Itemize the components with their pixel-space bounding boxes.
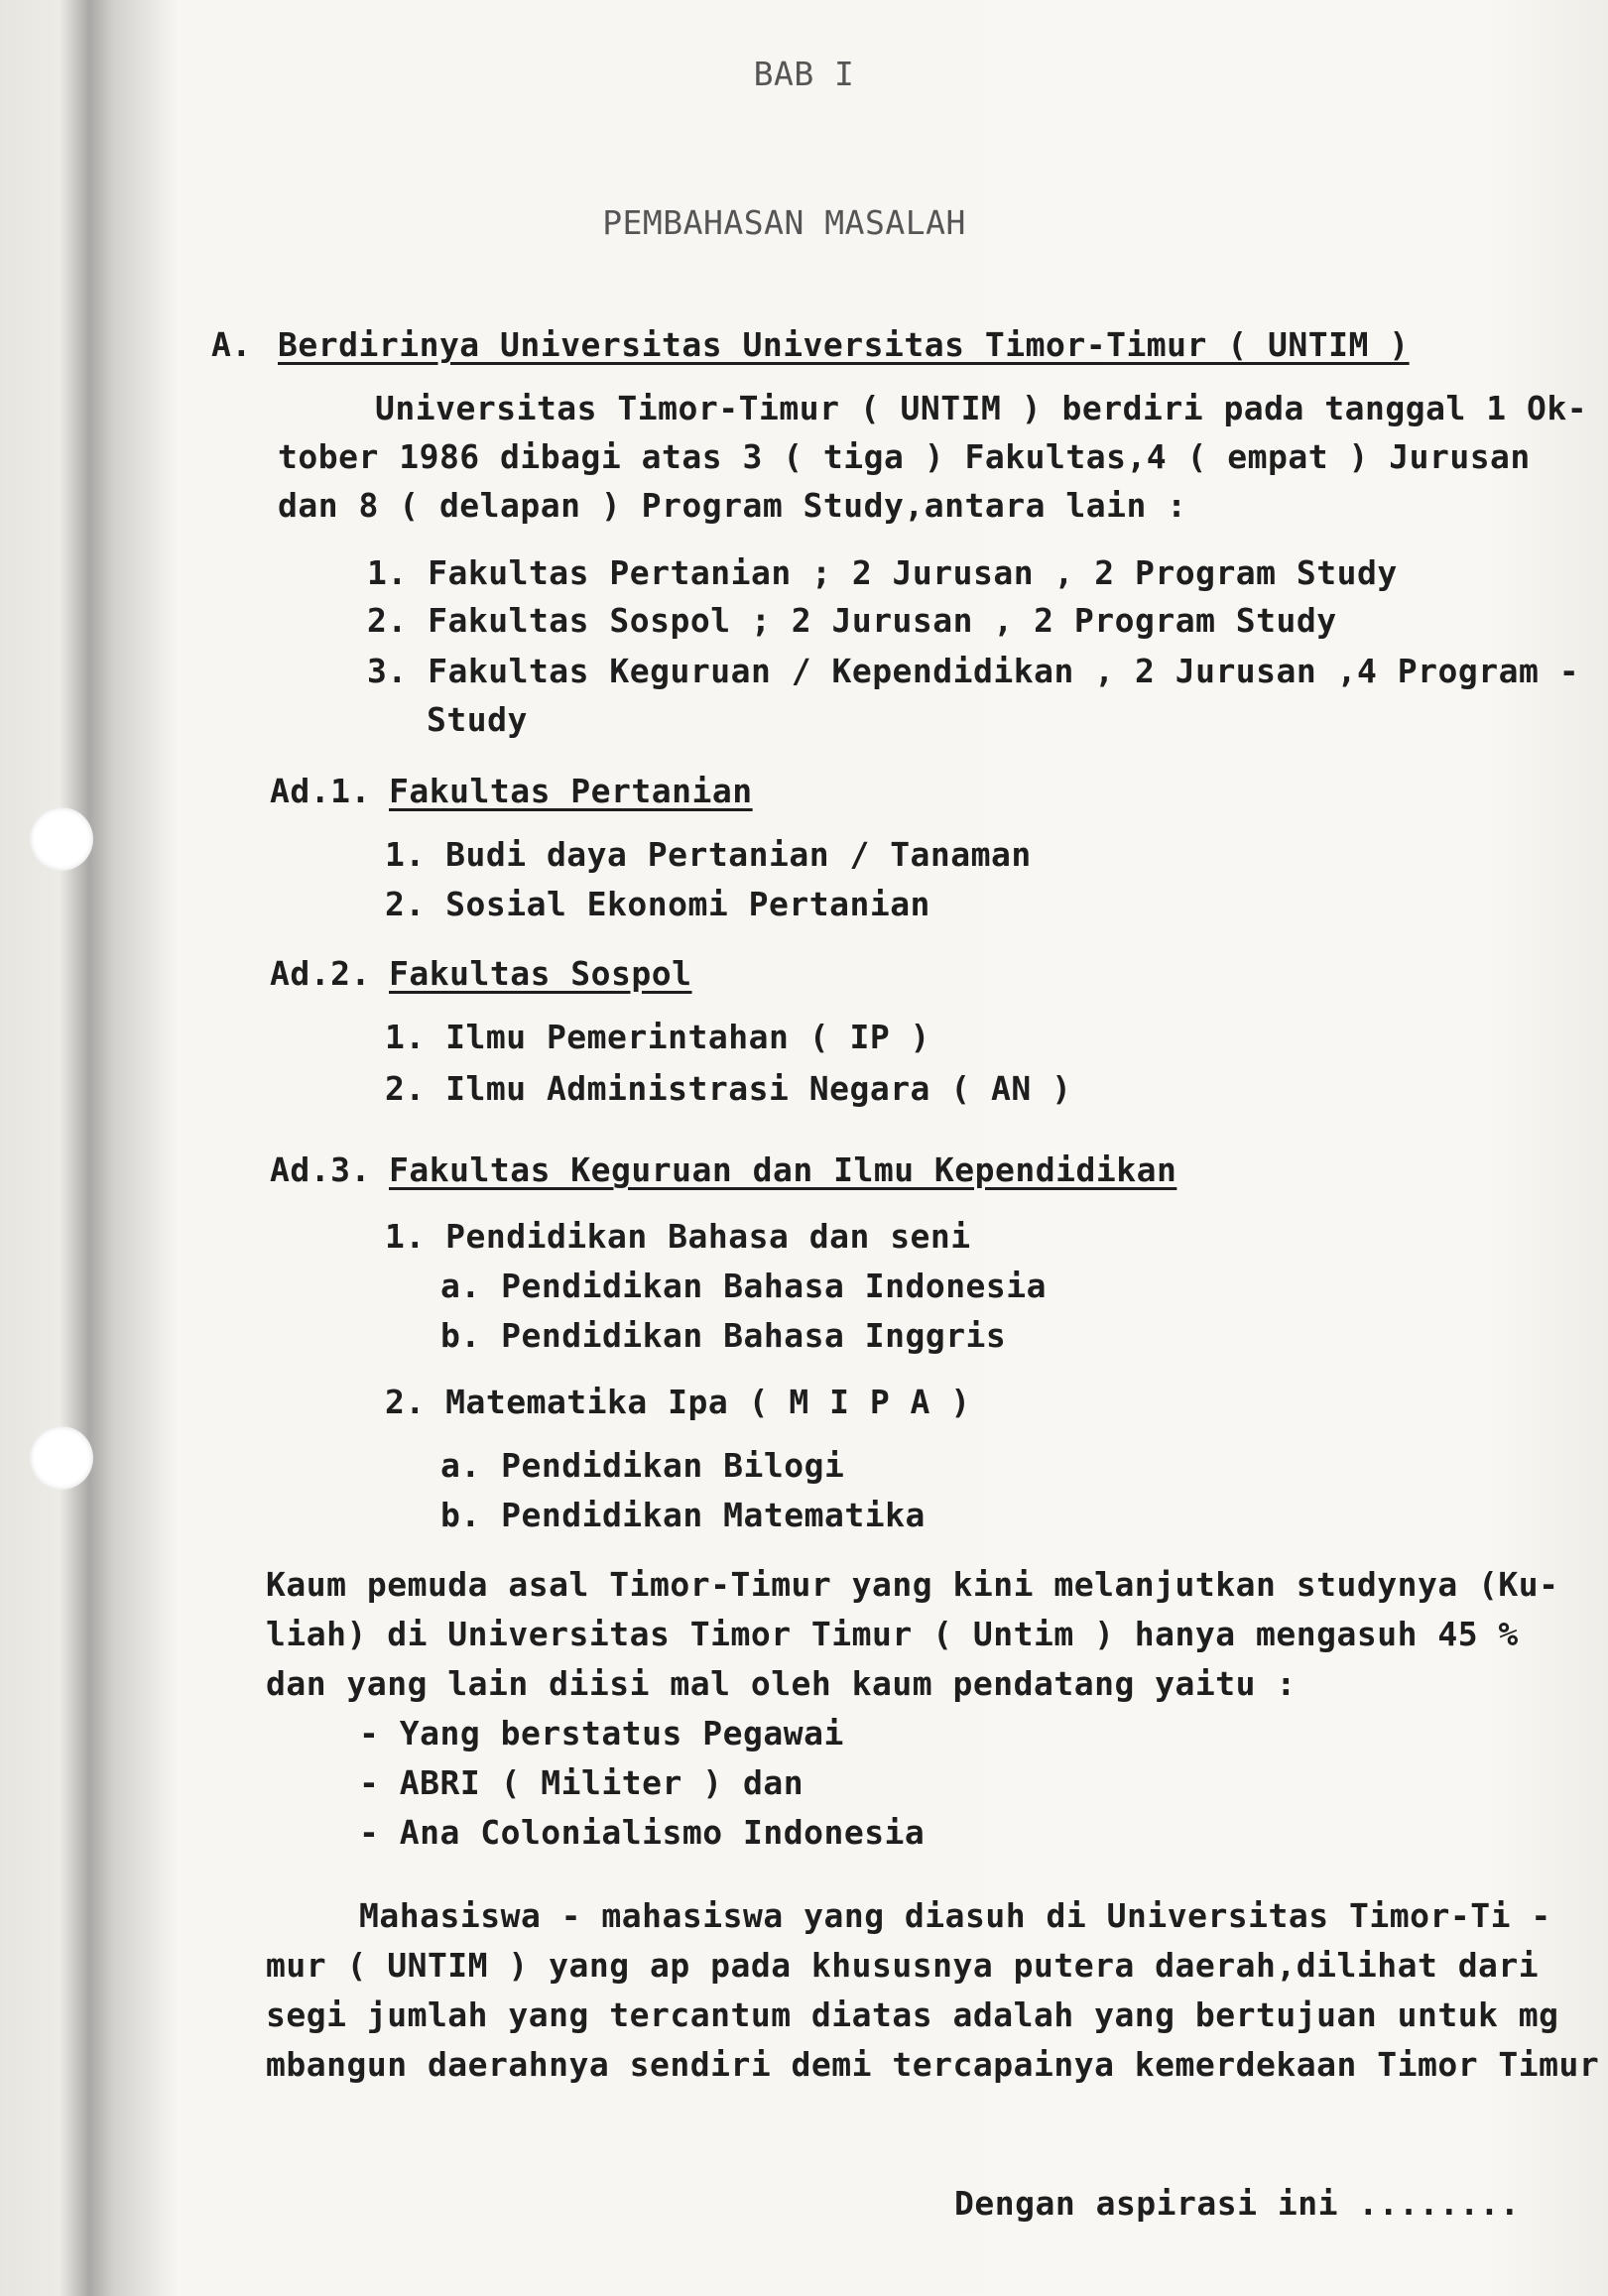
section-a-heading: Berdirinya Universitas Universitas Timor-Timur ( UNTIM ) — [278, 325, 1410, 364]
para1-line-3: dan yang lain diisi mal oleh kaum pendatang yaitu : — [266, 1664, 1297, 1703]
para2-line-2: mur ( UNTIM ) yang ap pada khususnya putera daerah,dilihat dari — [266, 1946, 1540, 1985]
ad2-heading: Fakultas Sospol — [389, 954, 692, 993]
ad2-item-1: 1. Ilmu Pemerintahan ( IP ) — [385, 1018, 930, 1056]
para2-line-1: Mahasiswa - mahasiswa yang diasuh di Universitas Timor-Ti - — [359, 1896, 1551, 1935]
ad1-heading: Fakultas Pertanian — [389, 772, 753, 810]
ad3-item-1b: b. Pendidikan Bahasa Inggris — [440, 1316, 1007, 1355]
faculty-item-2: 2. Fakultas Sospol ; 2 Jurusan , 2 Program Study — [367, 601, 1337, 640]
ad1-marker: Ad.1. — [270, 772, 371, 810]
ad2-item-2: 2. Ilmu Administrasi Negara ( AN ) — [385, 1069, 1072, 1108]
ad3-item-2a: a. Pendidikan Bilogi — [440, 1446, 845, 1485]
intro-line-1: Universitas Timor-Timur ( UNTIM ) berdiri pada tanggal 1 Ok- — [375, 389, 1588, 427]
binding-shadow — [60, 0, 179, 2296]
ad3-item-1a: a. Pendidikan Bahasa Indonesia — [440, 1267, 1048, 1305]
para1-bullet-3: - Ana Colonialismo Indonesia — [359, 1813, 926, 1852]
intro-line-2: tober 1986 dibagi atas 3 ( tiga ) Fakultas,4 ( empat ) Jurusan — [278, 437, 1531, 476]
closing-line: Dengan aspirasi ini ........ — [954, 2184, 1521, 2223]
ad3-item-1: 1. Pendidikan Bahasa dan seni — [385, 1217, 971, 1256]
ad3-item-2: 2. Matematika Ipa ( M I P A ) — [385, 1383, 971, 1421]
intro-line-3: dan 8 ( delapan ) Program Study,antara lain : — [278, 486, 1187, 525]
faculty-item-1: 1. Fakultas Pertanian ; 2 Jurusan , 2 Program Study — [367, 553, 1398, 592]
punch-hole-lower — [30, 1426, 93, 1490]
ad3-item-2b: b. Pendidikan Matematika — [440, 1496, 926, 1534]
para1-line-2: liah) di Universitas Timor Timur ( Untim ) hanya mengasuh 45 % — [266, 1615, 1519, 1653]
para1-bullet-2: - ABRI ( Militer ) dan — [359, 1763, 804, 1802]
ad1-item-2: 2. Sosial Ekonomi Pertanian — [385, 885, 930, 923]
ad3-marker: Ad.3. — [270, 1150, 371, 1189]
section-a-marker: A. — [211, 325, 252, 364]
para2-line-4: mbangun daerahnya sendiri demi tercapainya kemerdekaan Timor Timur — [266, 2045, 1600, 2084]
page-title: PEMBAHASAN MASALAH — [602, 203, 966, 242]
chapter-heading: BAB I — [753, 55, 855, 93]
ad2-marker: Ad.2. — [270, 954, 371, 993]
para2-line-3: segi jumlah yang tercantum diatas adalah yang bertujuan untuk mg — [266, 1995, 1559, 2034]
punch-hole-upper — [30, 807, 93, 871]
para1-line-1: Kaum pemuda asal Timor-Timur yang kini melanjutkan studynya (Ku- — [266, 1565, 1559, 1604]
para1-bullet-1: - Yang berstatus Pegawai — [359, 1714, 844, 1752]
ad1-item-1: 1. Budi daya Pertanian / Tanaman — [385, 835, 1032, 874]
ad3-heading: Fakultas Keguruan dan Ilmu Kependidikan — [389, 1150, 1177, 1189]
faculty-item-3: 3. Fakultas Keguruan / Kependidikan , 2 Jurusan ,4 Program - — [367, 652, 1580, 690]
faculty-item-3-cont: Study — [427, 700, 528, 739]
